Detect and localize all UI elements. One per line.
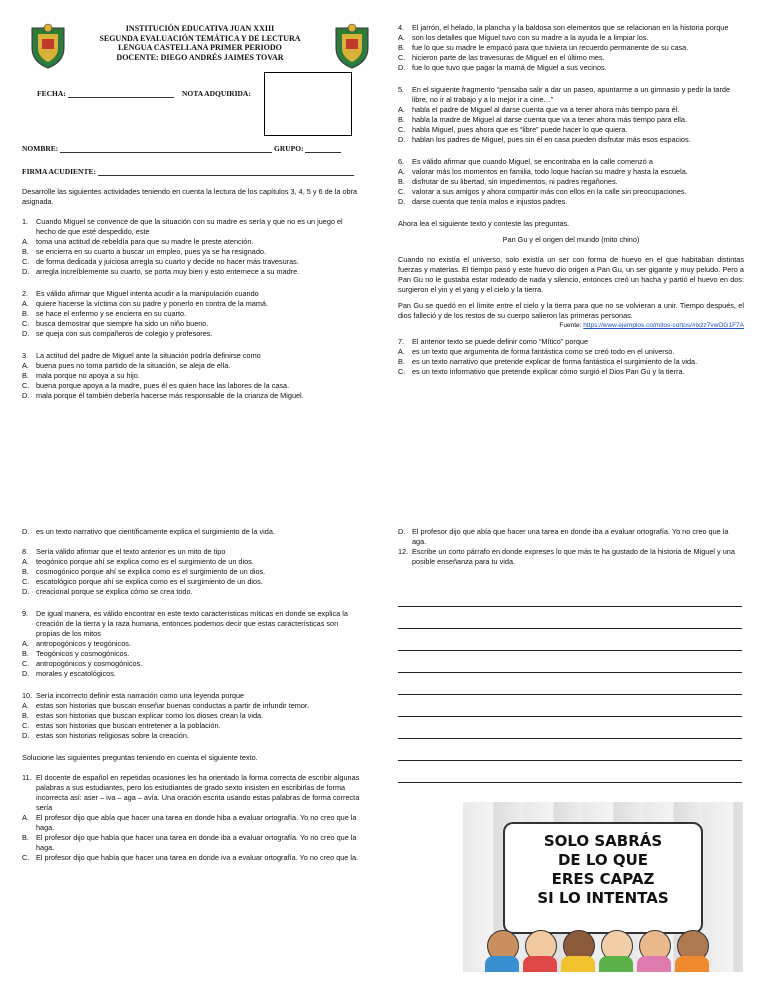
answer-option[interactable] [22,299,360,309]
question-block [398,85,744,145]
question-block [22,217,360,277]
option-text: se hace el enfermo y se encierra en su cuarto. [36,309,187,318]
motivational-poster [463,802,743,972]
date-field[interactable] [37,89,174,98]
question-number: 2. [22,289,29,298]
answer-option[interactable] [22,247,360,257]
option-letter: A. [22,237,29,246]
spacer [398,209,744,219]
question-block [22,289,360,339]
signature-label: FIRMA ACUDIENTE: [22,167,96,176]
grade-label: NOTA ADQUIRIDA: [182,89,251,98]
child-body [599,956,633,972]
question-12 [398,547,744,567]
option-text: hablan los padres de Miguel, pues sin él en casa pueden disfrutar más esos espacios. [412,135,691,144]
question-stem [22,547,360,557]
option-letter: C. [398,187,406,196]
option-text: buena porque apoya a la madre, pues él es quien hace las labores de la casa. [36,381,290,390]
question-number: 5. [398,85,405,94]
option-text: es un texto narrativo que pretende explicar de forma fantástica el surgimiento de la vida. [412,357,698,366]
option-letter: A. [398,105,405,114]
option-letter: D. [22,527,30,536]
question-stem [22,351,360,361]
answer-option[interactable] [22,329,360,339]
option-letter: B. [22,567,29,576]
question-stem [398,157,744,167]
option-letter: D. [22,731,30,740]
option-letter: A. [22,813,29,822]
option-text: fue lo que tuvo que pagar la mamá de Miguel a sus vecinos. [412,63,607,72]
right-column-lower [398,527,744,567]
question-text: El docente de español en repetidas ocasiones les ha orientado la forma correcta de escribir algunas palabras a sus estudiantes, pero los estudiantes de grado sexto insisten en escribirlas de forma incorrecta así: aser – iva – aga – avía. Una oración escrita usando estas palabras de forma correcta sería [36,773,360,812]
questions-8-10 [22,547,360,753]
option-text: valorar más los momentos en familia, todo loque hacían su madre y hasta la escuela. [412,167,688,176]
question-stem [22,691,360,701]
answer-line[interactable] [398,628,742,629]
question-number: 12. [398,547,409,556]
answer-line[interactable] [398,650,742,651]
group-label: GRUPO: [274,144,304,153]
question-stem [398,337,744,347]
answer-option[interactable] [22,701,360,711]
answer-option[interactable] [398,33,744,43]
option-letter: C. [22,381,30,390]
signature-input[interactable] [98,167,354,176]
answer-option[interactable] [398,43,744,53]
option-text: darse cuenta que tenía malos e injustos padres. [412,197,568,206]
question-text: De igual manera, es válido encontrar en este texto características míticas en donde se explica la creación de la tierra y la raza humana, entonces podemos decir que estas características son propias de los mitos [36,609,348,638]
option-letter: C. [22,659,30,668]
date-label: FECHA: [37,89,66,98]
option-letter: C. [398,367,406,376]
answer-option[interactable] [22,381,360,391]
source-label: Fuente: [559,322,582,329]
question-number: 9. [22,609,29,618]
question-stem [398,85,744,105]
option-letter: D. [398,135,406,144]
option-text: habla la madre de Miguel al darse cuenta que va a tener ahora más tiempo para ella. [412,115,688,124]
option-letter: D. [22,267,30,276]
question-stem [398,23,744,33]
answer-option[interactable] [22,361,360,371]
name-field[interactable] [22,144,358,153]
poster-line: SI LO INTENTAS [537,889,669,907]
answer-option[interactable] [22,721,360,731]
child-body [523,956,557,972]
question-text: Es válido afirmar que Miguel intenta acudir a la manipulación cuando [36,289,259,298]
spacer [398,75,744,85]
option-letter: B. [398,115,405,124]
teacher-name: DOCENTE: DIEGO ANDRÉS JAIMES TOVAR [116,52,284,62]
question-block [22,773,360,863]
option-text: El profesor dijo que había que hacer una tarea en donde iba a evaluar ortografía. Yo no creo que la haga. [36,833,357,852]
option-text: hicieron parte de las travesuras de Miguel en el último mes. [412,53,605,62]
option-text: morales y escatológicos. [36,669,116,678]
exam-title: SEGUNDA EVALUACIÓN TEMÁTICA Y DE LECTURA [99,33,301,43]
reading-paragraph-2: Pan Gu se quedó en el límite entre el cielo y la tierra para que no se volvieran a unir. Tiempo después, el dios falleció y de los restos de su cuerpo salieron las primeras personas. [398,301,744,320]
left-column-upper [22,187,360,413]
answer-option[interactable] [22,319,360,329]
question-text: Sería incorrecto definir esta narración como una leyenda porque [36,691,245,700]
q11-option-d[interactable] [398,527,744,547]
question-block [22,547,360,597]
option-letter: C. [398,53,406,62]
answer-option[interactable] [398,187,744,197]
option-text: estas son historias religiosas sobre la creación. [36,731,189,740]
option-text: se encierra en su cuarto a buscar un empleo, pues ya se ha resignado. [36,247,266,256]
question-stem [22,217,360,237]
option-text: toma una actitud de rebeldía para que su madre le preste atención. [36,237,254,246]
reading-title: Pan Gu y el origen del mundo (mito chino) [502,235,640,244]
header-title [72,24,328,62]
answer-option[interactable] [398,367,744,377]
option-text: de forma dedicada y juiciosa arregla su cuarto y decide no hacer más travesuras. [36,257,299,266]
option-letter: B. [22,711,29,720]
question-text: El jarrón, el helado, la plancha y la baldosa son elementos que se relacionan en la historia porque [412,23,729,32]
option-letter: B. [22,247,29,256]
option-letter: A. [22,361,29,370]
answer-option[interactable] [398,347,744,357]
question-stem [22,773,360,813]
option-text: mala porque él también debería hacerse más responsable de la crianza de Miguel. [36,391,304,400]
answer-line[interactable] [398,716,742,717]
answer-option[interactable] [398,105,744,115]
option-letter: D. [22,587,30,596]
question-block [22,351,360,401]
question-number: 11. [22,773,32,782]
child-body [561,956,595,972]
answer-option[interactable] [22,649,360,659]
answer-option[interactable] [22,567,360,577]
option-letter: D. [398,197,406,206]
option-letter: A. [22,557,29,566]
spacer [22,681,360,691]
question-11 [22,773,360,863]
question-block [398,337,744,377]
question-stem [22,289,360,299]
answer-option[interactable] [22,853,360,863]
school-crest-icon [330,22,374,70]
reading-source [398,321,744,331]
reading-paragraph-1: Cuando no existía el universo, solo existía un ser con forma de huevo en el que habitaban distintas fuerzas y materias. El tiempo pasó y este huevo dio origen a Pan Gu, un ser gigante y muy peludo. Pero a Pan Gu no le gustaba estar rodeado de nada y silencio, entonces creó un hacha y partió el huevo en dos: surgieron el yin y el yang y el cielo y la tierra. [398,255,744,294]
poster-line: DE LO QUE [557,851,649,869]
answer-option[interactable] [398,125,744,135]
instruction-2: Solucione las siguientes preguntas teniendo en cuenta el siguiente texto. [22,753,258,762]
option-text: estas son historias que buscan enseñar buenas conductas a partir de infundir temor. [36,701,309,710]
option-letter: C. [398,125,406,134]
option-text: antropogónicos y cosmogónicos. [36,659,143,668]
option-text: busca demostrar que siempre ha sido un niño bueno. [36,319,209,328]
option-text: escatológico porque ahí se explica como es el surgimiento de un dios. [36,577,263,586]
option-letter: D. [22,669,30,678]
answer-option[interactable] [22,833,360,853]
option-text: fue lo que su madre le empacó para que tuviera un recuerdo permanente de su casa. [412,43,689,52]
answer-option[interactable] [398,197,744,207]
option-text: es un texto narrativo que científicamente explica el surgimiento de la vida. [36,527,275,536]
answer-option[interactable] [22,669,360,679]
left-column-lower [22,527,360,865]
question-text: Es válido afirmar que cuando Miguel, se encontraba en la calle comenzó a [412,157,653,166]
option-letter: B. [22,309,29,318]
question-number: 4. [398,23,405,32]
questions-4-6 [398,23,744,219]
option-text: buena pues no toma partido de la situación, se aleja de ella. [36,361,231,370]
spacer [22,279,360,289]
option-letter: D. [22,329,30,338]
question-text: El anterior texto se puede definir como “Mítico” porque [412,337,589,346]
name-label: NOMBRE: [22,144,59,153]
answer-option[interactable] [22,639,360,649]
answer-option[interactable] [22,577,360,587]
option-text: disfrutar de su libertad, sin impedimentos, ni padres regañones. [412,177,618,186]
option-text: quiere hacerse la víctima con su padre y ponerlo en contra de la mamá. [36,299,269,308]
answer-option[interactable] [398,115,744,125]
child-body [637,956,671,972]
guardian-signature-field[interactable] [22,167,358,176]
question-number: 8. [22,547,29,556]
spacer [22,743,360,753]
option-text: antropogónicos y teogónicos. [36,639,131,648]
right-column-upper [398,23,744,379]
option-text: arregla increíblemente su cuarto, se porta muy bien y esto enternece a su madre. [36,267,300,276]
question-text: Cuando Miguel se convence de que la situación con su madre es sería y que no es un juego el hecho de que esté despedido, este [36,217,343,236]
option-letter: B. [398,177,405,186]
option-text: son los detalles que Miguel tuvo con su madre a la ayuda le a limpiar los. [412,33,649,42]
answer-option[interactable] [22,257,360,267]
option-text: Teogónicos y cosmogónicos. [36,649,130,658]
question-number: 10. [22,691,33,700]
answer-line[interactable] [398,738,742,739]
answer-line[interactable] [398,782,742,783]
question-block [398,23,744,73]
option-text: mala porque no apoya a su hijo. [36,371,140,380]
answer-line[interactable] [398,672,742,673]
name-input[interactable] [60,144,272,153]
option-text: teogónico porque ahí se explica como es el surgimiento de un dios. [36,557,254,566]
option-letter: B. [22,371,29,380]
question-block [22,609,360,679]
poster-board [503,822,703,934]
answer-option[interactable] [22,711,360,721]
answer-option[interactable] [398,53,744,63]
answer-option[interactable] [398,177,744,187]
grade-box[interactable] [264,72,352,136]
spacer [22,599,360,609]
question-number: 1. [22,217,29,226]
q7-option-d[interactable] [22,527,360,537]
question-number: 6. [398,157,405,166]
option-letter: B. [22,649,29,658]
option-text: El profesor dijo que abía que hacer una tarea en donde hiba a evaluar ortografía. Yo no creo que la haga. [36,813,357,832]
answer-option[interactable] [398,63,744,73]
option-letter: D. [398,527,406,536]
subject-period: LENGUA CASTELLANA PRIMER PERIODO [118,43,282,52]
answer-option[interactable] [22,267,360,277]
option-letter: C. [22,721,30,730]
answer-option[interactable] [22,813,360,833]
option-letter: A. [22,639,29,648]
poster-logo [471,810,491,824]
school-crest-icon [26,22,70,70]
option-letter: A. [398,167,405,176]
option-letter: A. [398,33,405,42]
answer-option[interactable] [22,237,360,247]
reading-instruction: Ahora lea el siguiente texto y conteste las preguntas. [398,219,570,228]
school-header [22,22,378,72]
answer-option[interactable] [22,731,360,741]
poster-line: ERES CAPAZ [551,870,655,888]
question-stem [22,609,360,639]
spacer [22,403,360,413]
option-text: es un texto que argumenta de forma fantástica como se creó todo en el universo. [412,347,675,356]
option-letter: A. [398,347,405,356]
answer-option[interactable] [22,557,360,567]
option-letter: A. [22,299,29,308]
option-letter: C. [22,577,30,586]
group-input[interactable] [305,144,341,153]
option-text: El profesor dijo que había que hacer una tarea en donde iva a evaluar ortografía. Yo no creo que la. [36,853,359,862]
option-letter: C. [22,257,30,266]
answer-option[interactable] [22,587,360,597]
spacer [398,147,744,157]
answer-line[interactable] [398,760,742,761]
answer-option[interactable] [22,659,360,669]
source-link[interactable]: https://www.ejemplos.co/mitos-cortos/#ixzz7vwOG1F7A [583,322,744,329]
child-body [485,956,519,972]
option-text: creacional porque se explica cómo se crea todo. [36,587,193,596]
answer-option[interactable] [398,167,744,177]
question-text: Escribe un corto párrafo en donde expreses lo que más te ha gustado de la historia de Miguel y una posible enseñanza para tu vida. [412,547,735,566]
option-text: estas son historias que buscan explicar como los dioses crean la vida. [36,711,264,720]
question-number: 3. [22,351,29,360]
spacer [22,341,360,351]
option-letter: A. [22,701,29,710]
question-7 [398,337,744,377]
option-letter: C. [22,853,30,862]
answer-line[interactable] [398,694,742,695]
poster-line: SOLO SABRÁS [543,832,663,850]
question-block [22,691,360,741]
school-name: INSTITUCIÓN EDUCATIVA JUAN XXIII [125,24,275,33]
option-text: habla el padre de Miguel al darse cuenta que va a tener ahora más tiempo para él. [412,105,680,114]
child-body [675,956,709,972]
option-text: estas son historias que buscan entretener a la población. [36,721,221,730]
question-block [398,157,744,207]
option-text: cosmogónico porque ahí se explica como es el surgimiento de un dios. [36,567,266,576]
date-input[interactable] [68,89,174,98]
instructions: Desarrolle las siguientes actividades teniendo en cuenta la lectura de los capítulos 3, 4, 5 y 6 de la obra asignada. [22,187,358,206]
question-text: En el siguiente fragmento “pensaba salir a dar un paseo, apuntarme a un gimnasio y pedir la tarde libre, no ir al trabajo y a lo mejor ir a cine…” [412,85,731,104]
answer-option[interactable] [22,391,360,401]
option-text: es un texto informativo que pretende explicar cómo surgió el Dios Pan Gu y la tierra. [412,367,685,376]
option-letter: B. [398,43,405,52]
option-letter: D. [22,391,30,400]
option-text: se queja con sus compañeros de colegio y profesores. [36,329,213,338]
option-text: valorar a sus amigos y ahora compartir más con ellos en la calle sin preocupaciones. [412,187,687,196]
option-text: El profesor dijo que abía que hacer una tarea en donde iba a evaluar ortografía. Yo no creo que la aga. [412,527,729,546]
question-text: Sería válido afirmar que el texto anterior es un mito de tipo [36,547,226,556]
option-text: habla Miguel, pues ahora que es “libre” puede hacer lo que quiera. [412,125,628,134]
option-letter: B. [398,357,405,366]
question-number: 7. [398,337,405,346]
answer-option[interactable] [398,135,744,145]
answer-line[interactable] [398,606,742,607]
option-letter: B. [22,833,29,842]
answer-option[interactable] [22,309,360,319]
questions-1-3 [22,217,360,413]
option-letter: D. [398,63,406,72]
option-letter: C. [22,319,30,328]
answer-option[interactable] [22,371,360,381]
answer-option[interactable] [398,357,744,367]
question-text: La actitud del padre de Miguel ante la situación podría definirse como [36,351,261,360]
